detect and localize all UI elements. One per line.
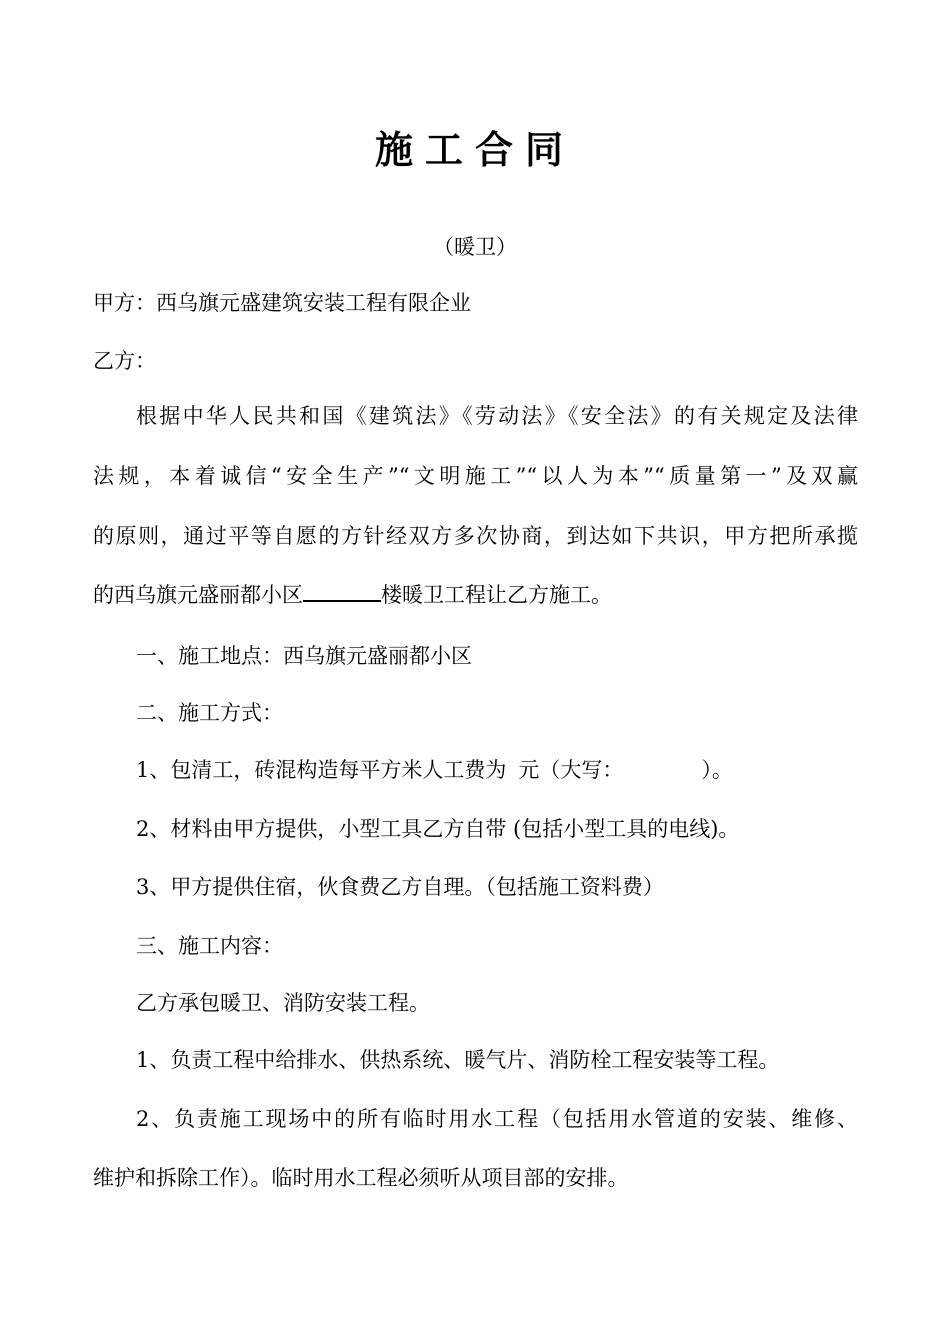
intro-line-4-before: 的西乌旗元盛丽都小区 — [93, 583, 303, 607]
document-title: 施工合同 — [374, 127, 575, 172]
intro-line-2: 法规，本着诚信“安全生产”“文明施工”“以人为本”“质量第一”及双赢 — [93, 464, 858, 488]
section-2-item-2: 2、材料由甲方提供，小型工具乙方自带 (包括小型工具的电线)。 — [136, 817, 740, 841]
section-2-item-1 — [136, 755, 733, 785]
section-3-item-2-line-1: 2、负责施工现场中的所有临时用水工程（包括用水管道的安装、维修、 — [136, 1107, 858, 1131]
intro-line-4-after: 楼暖卫工程让乙方施工。 — [381, 583, 612, 607]
party-a: 甲方：西乌旗元盛建筑安装工程有限企业 — [93, 291, 471, 315]
section-3-item-2-line-2: 维护和拆除工作）。临时用水工程必须听从项目部的安排。 — [93, 1166, 629, 1190]
party-b: 乙方： — [93, 349, 156, 373]
intro-line-1: 根据中华人民共和国《建筑法》《劳动法》《安全法》的有关规定及法律 — [136, 404, 858, 428]
section-2-heading: 二、施工方式： — [136, 701, 283, 725]
section-2-item-1-c: ）。 — [701, 758, 733, 782]
section-2-item-1-a: 1、包清工，砖混构造每平方米人工费为 — [136, 758, 507, 782]
section-1-location: 一、施工地点：西乌旗元盛丽都小区 — [136, 644, 472, 668]
intro-line-4 — [93, 580, 612, 610]
building-number-blank — [303, 582, 381, 602]
section-2-item-1-b: 元（大写： — [518, 758, 624, 782]
section-2-item-3: 3、甲方提供住宿，伙食费乙方自理。（包括施工资料费） — [136, 875, 664, 899]
intro-line-3: 的原则，通过平等自愿的方针经双方多次协商，到达如下共识，甲方把所承揽 — [93, 524, 858, 548]
document-subtitle: （暖卫） — [433, 235, 517, 259]
section-3-heading: 三、施工内容： — [136, 934, 283, 958]
section-3-lead: 乙方承包暖卫、消防安装工程。 — [136, 991, 430, 1015]
section-3-item-1: 1、负责工程中给排水、供热系统、暖气片、消防栓工程安装等工程。 — [136, 1048, 780, 1072]
